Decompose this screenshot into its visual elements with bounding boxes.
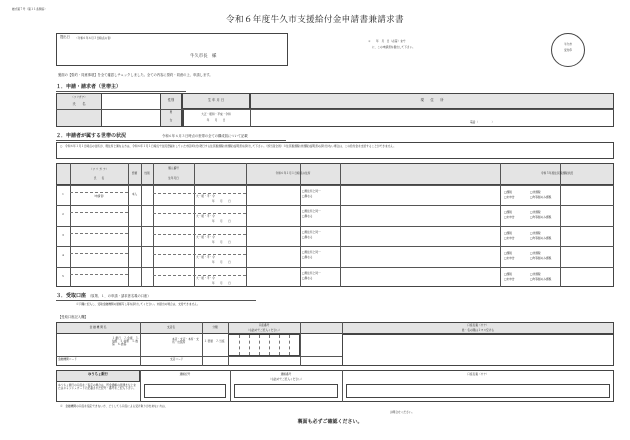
addressee: 牛久市長 様 xyxy=(190,54,217,59)
household-row-nontax-sub[interactable]: □均等割のみ課税 xyxy=(530,215,552,220)
household-row-line xyxy=(56,205,614,206)
account-holder-boxes[interactable] xyxy=(342,334,614,366)
household-row-ymd[interactable]: 年 月 日 xyxy=(212,260,231,265)
hh-addr-header: 令和６年１月１日時点の住所 xyxy=(275,171,311,175)
household-row-no: 4 xyxy=(62,253,64,258)
sex-label: 性別 xyxy=(167,98,175,102)
account-subheading: 【受取口座記入欄】 xyxy=(58,315,88,319)
household-row-no: 1 xyxy=(62,192,64,196)
yucho-number-label: 通帳番号 xyxy=(280,372,292,376)
household-row-line xyxy=(56,246,614,247)
household-row-name[interactable]: （申請者） xyxy=(92,194,106,198)
section1-row-line xyxy=(56,109,614,110)
address-label: 現 住 所 xyxy=(420,98,444,102)
household-row-same-addr[interactable]: □現住所と同一 xyxy=(302,229,321,234)
era-options[interactable]: 大正・昭和・平成・令和 xyxy=(201,112,231,116)
section3-underline xyxy=(56,300,256,301)
household-row-unknown[interactable]: □未申告 xyxy=(504,195,515,199)
account-type-options[interactable]: １.普通 ２.当座 xyxy=(204,339,225,343)
form-title: 令和６年度牛久市支援給付金申請書兼請求書 xyxy=(226,15,404,25)
yucho-hint: （右詰めでご記入ください） xyxy=(268,377,304,381)
section2-underline xyxy=(56,140,286,141)
household-row-same-addr[interactable]: □現住所と同一 xyxy=(302,209,321,214)
household-furigana-line xyxy=(70,233,128,234)
household-row-unknown[interactable]: □未申告 xyxy=(504,215,515,220)
household-row-ymd[interactable]: 年 月 日 xyxy=(212,219,231,224)
household-row-same-addr[interactable]: □現住所と同一 xyxy=(302,250,321,255)
section1-heading: １．申請・請求者（世帯主） xyxy=(56,84,122,90)
household-row-nontax-sub[interactable]: □均等割のみ課税 xyxy=(530,256,552,261)
section3-heading: ３．受取口座 xyxy=(56,293,87,299)
household-row-era[interactable]: 大・昭・平・令 xyxy=(196,255,215,260)
household-row-no: 5 xyxy=(62,273,64,278)
household-row-relation[interactable]: 本人 xyxy=(131,192,138,196)
form-number: 様式第７号（第１１条関係） xyxy=(12,7,47,11)
account-no-boxes[interactable] xyxy=(228,334,300,356)
submit-date-label: 提出日 xyxy=(60,35,70,39)
household-row-unknown[interactable]: □未申告 xyxy=(504,276,515,281)
dob-label: 生 年 月 日 xyxy=(207,98,225,102)
section2-heading: ２．申請者が属する世帯の状況 xyxy=(56,133,127,139)
bank-col-4 xyxy=(300,322,301,366)
household-row-taxed[interactable]: □課税 xyxy=(504,271,512,276)
section2-subheading: 令和６年６月３日時点の世帯の全ての構成員について記載 xyxy=(162,134,248,138)
bank-type-options[interactable]: １.銀行 ２.金庫 ３.信組 ４.信連 ５.農協 ６.漁協 xyxy=(112,336,139,347)
hh-mynumber-header: 個人番号 xyxy=(168,166,179,170)
household-row-taxed[interactable]: □課税 xyxy=(504,230,512,235)
household-furigana-line xyxy=(70,274,128,275)
household-furigana-line xyxy=(70,253,128,254)
household-row-nontax[interactable]: □非課税 xyxy=(530,251,541,256)
yucho-symbol-boxes[interactable] xyxy=(144,384,226,398)
deadline-note-1: ＊ 年 月 日（必着）まで xyxy=(368,39,406,43)
section3-heading-sub: （原則、１．の申請・請求者名義の口座） xyxy=(88,294,151,298)
household-row-nontax[interactable]: □非課税 xyxy=(530,230,541,235)
stamp-line-1: 牛久市 xyxy=(563,42,573,46)
household-row-unknown[interactable]: □未申告 xyxy=(504,256,515,261)
back-side-note: 裏面も必ずご確認ください。 xyxy=(297,419,363,425)
section1-underline xyxy=(56,91,186,92)
bank-name-header: 金 融 機 関 名 xyxy=(89,325,107,329)
hh-tax-header: 令和５年度住民税課税状況 xyxy=(540,171,574,175)
household-furigana-line xyxy=(70,212,128,213)
footnote: ※ 金融機関の口座を指定できない方、どうしても口座による受け取りが出来ない方は、 xyxy=(60,404,168,408)
name-label: 氏 名 xyxy=(72,102,86,106)
holder-header: 口座名義（カナ） xyxy=(467,323,489,327)
confirm-checkbox-text[interactable]: 裏面の【誓約・同意事項】を全て確認しチェックしました。全ての内容に誓約・同意の上、申請します。 xyxy=(58,73,213,77)
bank-code-line xyxy=(56,356,342,357)
household-row-nontax[interactable]: □非課税 xyxy=(530,190,541,194)
hh-dob-header: 生年月日 xyxy=(168,176,179,180)
hh-name-header: 氏 名 xyxy=(93,176,105,180)
household-row-taxed[interactable]: □課税 xyxy=(504,210,512,215)
branch-code-label: 支店コード xyxy=(170,357,184,361)
sex-female[interactable]: 女 xyxy=(169,118,173,122)
yucho-note: ゆうちょ銀行の口座をご指定の場合は、貯金通帳の見開き左上またはキャッシュカードに記載された記号・番号をご記入下さい。 xyxy=(58,383,136,391)
household-row-nontax[interactable]: □非課税 xyxy=(530,210,541,215)
household-row-era[interactable]: 大・昭・平・令 xyxy=(196,275,215,280)
household-row-ymd[interactable]: 年 月 日 xyxy=(212,199,231,203)
yucho-holder-label: 口座名義（カナ） xyxy=(467,372,489,376)
household-row-line xyxy=(56,267,614,268)
yucho-symbol-label: 通帳記号 xyxy=(179,372,191,376)
dob-ymd[interactable]: 年 月 日 xyxy=(206,118,226,122)
section3-note: ※下欄に記入し、受取金融機関の通帳写し等を添付してください。未提出の場合は、支給できません。 xyxy=(76,302,200,306)
household-row-ymd[interactable]: 年 月 日 xyxy=(212,280,231,285)
section2-note: ○ 令和６年１月１日時点の住所が、現住所と異なる方は、令和６年１月１日時点で住民登録をしていた市区町村が発行する住民税課税(非課税)証明書を添付して下さい。（該当者全員）※住民税課税(非課税)証明書の添付がない場合は、この給付金を支給することができません。 xyxy=(60,144,396,148)
household-row-no: 3 xyxy=(62,232,64,237)
footnote-2: お問合せください。 xyxy=(390,410,415,414)
household-row-diff-addr[interactable]: □異なる xyxy=(302,214,313,219)
household-row-era[interactable]: 大・昭・平・令 xyxy=(196,194,215,198)
branch-type-options[interactable]: 本店・支店・本所・支所・出張所 xyxy=(172,337,199,345)
account-no-hint: （右詰めでご記入ください） xyxy=(246,328,282,332)
holder-hint: 姓・名の間は１マス空ける xyxy=(461,328,495,332)
hh-sex-header: 性別 xyxy=(144,171,150,175)
household-row-diff-addr[interactable]: □異なる xyxy=(302,275,313,280)
hh-furigana-header: （フ リ ガ ナ） xyxy=(89,167,109,171)
household-furigana-line xyxy=(70,192,128,193)
household-row-nontax-sub[interactable]: □均等割のみ課税 xyxy=(530,235,552,240)
household-row-era[interactable]: 大・昭・平・令 xyxy=(196,214,215,219)
household-row-nontax[interactable]: □非課税 xyxy=(530,271,541,276)
stamp-line-2: 受付印 xyxy=(563,48,573,52)
yucho-holder-boxes[interactable] xyxy=(346,384,610,398)
household-row-unknown[interactable]: □未申告 xyxy=(504,235,515,240)
household-row-same-addr[interactable]: □現住所と同一 xyxy=(302,270,321,275)
household-row-era[interactable]: 大・昭・平・令 xyxy=(196,234,215,239)
type-header: 分類 xyxy=(212,325,218,329)
household-row-nontax-sub[interactable]: □均等割のみ課税 xyxy=(530,195,552,199)
household-row-nontax-sub[interactable]: □均等割のみ課税 xyxy=(530,276,552,281)
household-row-taxed[interactable]: □課税 xyxy=(504,190,512,194)
household-row-line xyxy=(56,226,614,227)
branch-header: 支店名 xyxy=(166,325,176,329)
account-no-header: 口座番号 xyxy=(258,323,270,327)
household-row-diff-addr[interactable]: □異なる xyxy=(302,255,313,260)
household-row-line xyxy=(56,185,614,186)
submit-date-hint: （令和６年６月３日時点の者） xyxy=(75,36,113,40)
furigana-label: （フリガナ） xyxy=(71,95,87,99)
yucho-label: ゆうちょ銀行 xyxy=(88,372,108,376)
yucho-number-boxes[interactable] xyxy=(234,384,338,398)
household-row-no: 2 xyxy=(62,212,64,217)
household-row-same-addr[interactable]: □現住所と同一 xyxy=(302,189,321,193)
hh-relation-header: 続柄 xyxy=(131,171,138,175)
phone-field[interactable]: 電話（ ） xyxy=(470,120,495,124)
bank-code-label: 金融機関コード xyxy=(58,357,77,361)
deadline-note-2: に、この申請書を提出して下さい。 xyxy=(372,45,415,49)
household-row-diff-addr[interactable]: □異なる xyxy=(302,234,313,239)
household-row-taxed[interactable]: □課税 xyxy=(504,251,512,256)
sex-male[interactable]: 男 xyxy=(169,110,173,114)
household-row-diff-addr[interactable]: □異なる xyxy=(302,194,313,198)
household-row-ymd[interactable]: 年 月 日 xyxy=(212,239,231,244)
